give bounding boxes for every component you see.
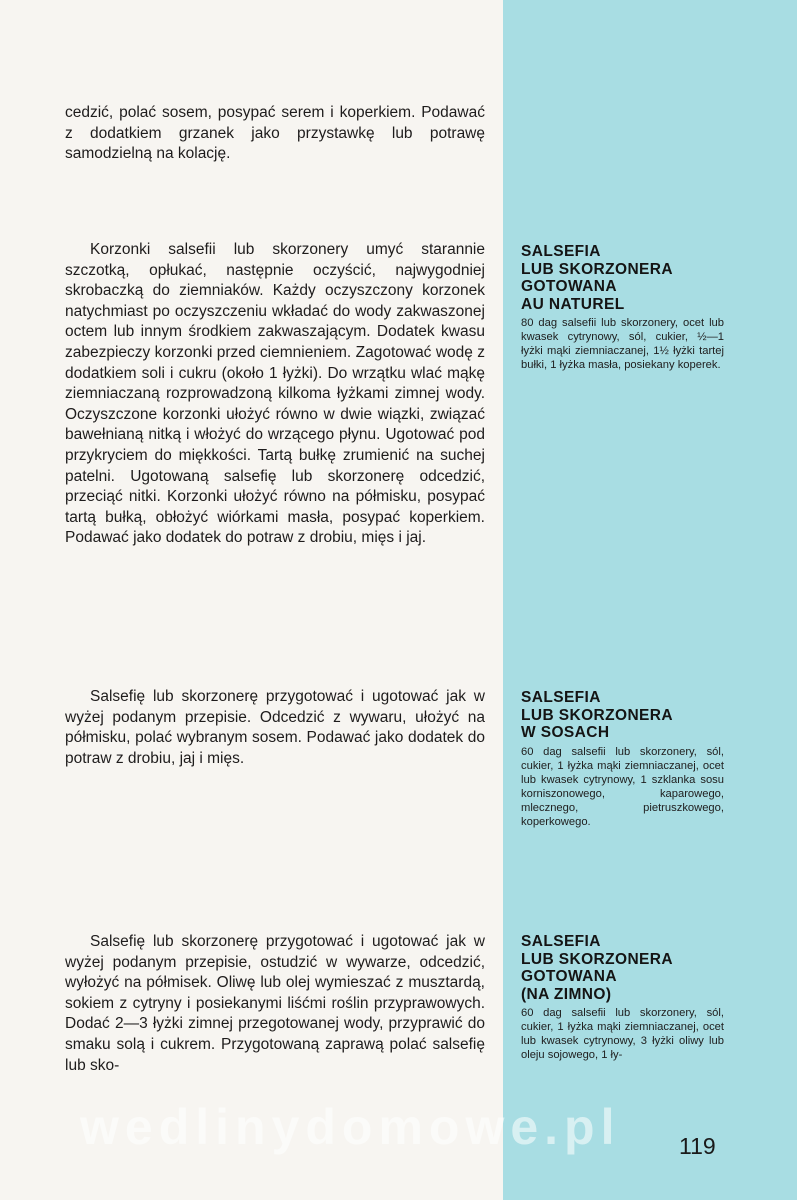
recipe-1-sidebar-entry (521, 243, 724, 372)
recipe-1-instructions: Korzonki salsefii lub skorzonery umyć starannie szczotką, opłukać, następnie oczyścić, najwygodniej skrobaczką do ziemniaków. Każdy oczyszczony korzonek natychmiast po oczyszczeniu wkładać do wody zakwaszonej octem lub innym środkiem zakwaszającym. Dodatek kwasu zabezpieczy korzonki przed ciemnieniem. Zagotować wodę z dodatkiem soli i cukru (około 1 łyżki). Do wrzątku wlać mąkę ziemniaczaną rozprowadzoną kilkoma łyżkami zimnej wody. Oczyszczone korzonki ułożyć równo w dwie wiązki, związać bawełnianą nitką i włożyć do wrzącego płynu. Ugotować pod przykryciem do miękkości. Tartą bułkę zrumienić na suchej patelni. Ugotowaną salsefię lub skorzonerę odcedzić, przeciąć nitki. Korzonki ułożyć równo na półmisku, posypać tartą bułką, obłożyć wiórkami masła, posypać koperkiem. Podawać jako dodatek do potraw z drobiu, mięs i jaj. (65, 241, 485, 547)
intro-paragraph: cedzić, polać sosem, posypać serem i koperkiem. Podawać z dodatkiem grzanek jako przystawkę lub potrawę samodzielną na kolację. (65, 104, 485, 163)
recipe-2-title-line: LUB SKORZONERA (521, 706, 673, 724)
recipe-3-title-line: (NA ZIMNO) (521, 985, 612, 1003)
watermark-text: wedlinydomowe.pl (80, 1099, 621, 1155)
recipe-2-title-line: W SOSACH (521, 724, 610, 741)
recipe-2-title-line: SALSEFIA (521, 689, 601, 706)
recipe-3-title (521, 933, 724, 1003)
recipe-2-ingredients: 60 dag salsefii lub skorzonery, sól, cukier, 1 łyżka mąki ziemniaczanej, ocet lub kwasek cytrynowy, 1 szklanka sosu korniszonowego, kaparowego, mlecznego, pietruszkowego, koperkowego. (521, 745, 724, 828)
recipe-3-ingredients: 60 dag salsefii lub skorzonery, sól, cukier, 1 łyżka mąki ziemniaczanej, ocet lub kwasek cytrynowy, 3 łyżki oliwy lub oleju sojowego, 1 ły- (521, 1007, 724, 1061)
recipe-1-title (521, 243, 724, 313)
recipe-1-ingredients: 80 dag salsefii lub skorzonery, ocet lub kwasek cytrynowy, sól, cukier, ½—1 łyżki mąki ziemniaczanej, 1½ łyżki tartej bułki, 1 łyżka masła, posiekany koperek. (521, 317, 724, 371)
recipe-3-instructions: Salsefię lub skorzonerę przygotować i ugotować jak w wyżej podanym przepisie, ostudzić w wywarze, odcedzić, wyłożyć na półmisek. Oliwę lub olej wymieszać z musztardą, sokiem z cytryny i posiekanymi liśćmi roślin przyprawowych. Dodać 2—3 łyżki zimnej przegotowanej wody, przyprawić do smaku solą i cukrem. Przygotowaną zaprawą polać salsefię lub sko- (65, 933, 485, 1074)
recipe-3-title-line: GOTOWANA (521, 968, 617, 985)
recipe-1-title-line: GOTOWANA (521, 278, 617, 295)
recipe-1-title-line: SALSEFIA (521, 243, 601, 260)
recipe-3-sidebar-entry (521, 933, 724, 1062)
recipe-2-instructions: Salsefię lub skorzonerę przygotować i ugotować jak w wyżej podanym przepisie. Odcedzić z wywaru, ułożyć na półmisku, polać wybranym sosem. Podawać jako dodatek do potraw z drobiu, jaj i mięs. (65, 688, 485, 767)
recipe-2-title (521, 689, 724, 742)
recipe-2-sidebar-entry (521, 689, 724, 829)
page-number: 119 (679, 1133, 716, 1159)
recipe-3-title-line: LUB SKORZONERA (521, 950, 673, 968)
recipe-1-title-line: LUB SKORZONERA (521, 260, 673, 278)
recipe-3-title-line: SALSEFIA (521, 933, 601, 950)
recipe-1-title-line: AU NATUREL (521, 295, 625, 313)
